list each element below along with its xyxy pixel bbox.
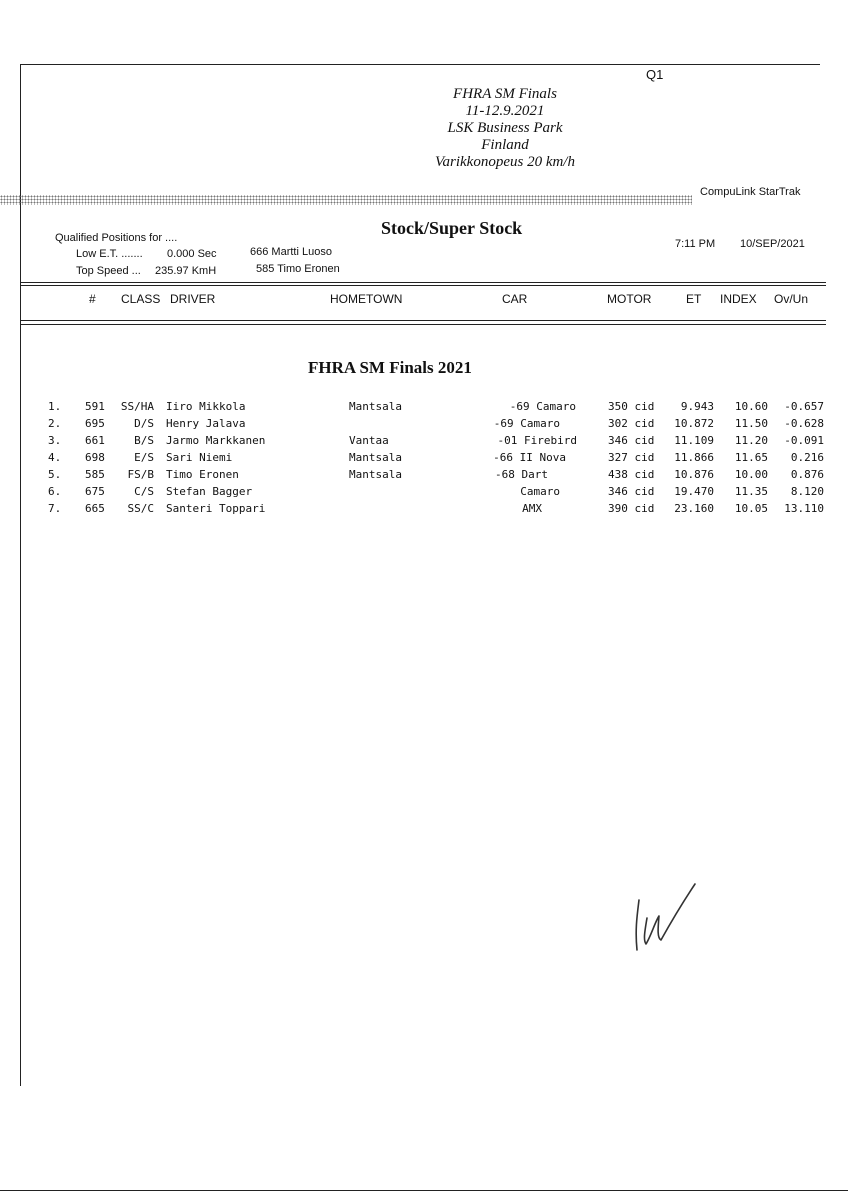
cell-motor: 346 cid bbox=[608, 434, 655, 447]
cell-hometown: Vantaa bbox=[349, 434, 389, 447]
class-title: Stock/Super Stock bbox=[381, 218, 523, 238]
cell-index: 10.60 bbox=[734, 400, 768, 413]
event-dates: 11-12.9.2021 bbox=[465, 103, 545, 119]
cell-driver: Henry Jalava bbox=[166, 417, 246, 430]
cell-num: 698 bbox=[85, 451, 105, 464]
cell-num: 675 bbox=[85, 485, 105, 498]
cell-motor: 302 cid bbox=[608, 417, 655, 430]
cell-car: -01 Firebird bbox=[497, 434, 577, 447]
left-border bbox=[20, 64, 21, 1086]
cell-car: -69 Camaro bbox=[493, 417, 560, 430]
cell-index: 11.35 bbox=[734, 485, 768, 498]
cell-driver: Iiro Mikkola bbox=[166, 400, 246, 413]
table-row bbox=[0, 485, 848, 502]
cell-et: 10.872 bbox=[674, 417, 714, 430]
cell-car: AMX bbox=[522, 502, 542, 515]
col-motor: MOTOR bbox=[607, 292, 652, 306]
cell-car: -66 II Nova bbox=[493, 451, 566, 464]
header-rule-bottom-2 bbox=[20, 324, 826, 325]
cell-car: Camaro bbox=[520, 485, 560, 498]
cell-driver: Santeri Toppari bbox=[166, 502, 266, 515]
signature-mark bbox=[625, 878, 705, 958]
qualified-label: Qualified Positions for .... bbox=[55, 232, 178, 244]
sheet-code: Q1 bbox=[646, 67, 664, 82]
table-row bbox=[0, 451, 848, 468]
cell-num: 695 bbox=[85, 417, 105, 430]
cell-driver: Jarmo Markkanen bbox=[166, 434, 266, 447]
low-et-label: Low E.T. ....... bbox=[76, 248, 143, 260]
col-class: CLASS bbox=[121, 292, 161, 306]
cell-index: 10.05 bbox=[734, 502, 768, 515]
col-index: INDEX bbox=[720, 292, 757, 306]
cell-et: 11.109 bbox=[674, 434, 714, 447]
cell-pos: 6. bbox=[48, 485, 62, 498]
col-et: ET bbox=[686, 292, 702, 306]
cell-motor: 438 cid bbox=[608, 468, 655, 481]
cell-ovun: -0.628 bbox=[784, 417, 824, 430]
header-rule-top-1 bbox=[20, 282, 826, 283]
low-et-holder: 666 Martti Luoso bbox=[250, 246, 332, 258]
cell-class: SS/HA bbox=[120, 400, 154, 413]
cell-driver: Timo Eronen bbox=[166, 468, 239, 481]
col-num: # bbox=[89, 292, 96, 306]
cell-class: FS/B bbox=[127, 468, 154, 481]
cell-num: 661 bbox=[85, 434, 105, 447]
top-border bbox=[20, 64, 820, 65]
col-car: CAR bbox=[502, 292, 528, 306]
bottom-border bbox=[0, 1190, 848, 1191]
cell-num: 665 bbox=[85, 502, 105, 515]
cell-et: 9.943 bbox=[680, 400, 714, 413]
cell-et: 11.866 bbox=[674, 451, 714, 464]
table-row bbox=[0, 400, 848, 417]
col-hometown: HOMETOWN bbox=[330, 292, 403, 306]
cell-motor: 346 cid bbox=[608, 485, 655, 498]
cell-hometown: Mantsala bbox=[349, 451, 402, 464]
cell-et: 10.876 bbox=[674, 468, 714, 481]
section-title: FHRA SM Finals 2021 bbox=[308, 358, 472, 377]
table-row bbox=[0, 468, 848, 485]
cell-pos: 7. bbox=[48, 502, 62, 515]
software-label: CompuLink StarTrak bbox=[700, 186, 801, 198]
top-speed-label: Top Speed ... bbox=[76, 265, 141, 277]
dotted-band bbox=[0, 195, 692, 205]
cell-index: 11.65 bbox=[734, 451, 768, 464]
top-speed-value: 235.97 KmH bbox=[155, 265, 217, 277]
cell-driver: Stefan Bagger bbox=[166, 485, 253, 498]
cell-et: 19.470 bbox=[674, 485, 714, 498]
cell-index: 11.20 bbox=[734, 434, 768, 447]
cell-num: 585 bbox=[85, 468, 105, 481]
event-pit-speed: Varikkonopeus 20 km/h bbox=[435, 154, 575, 170]
cell-ovun: -0.657 bbox=[784, 400, 824, 413]
cell-pos: 4. bbox=[48, 451, 62, 464]
cell-hometown: Mantsala bbox=[349, 468, 402, 481]
cell-class: SS/C bbox=[127, 502, 154, 515]
cell-pos: 5. bbox=[48, 468, 62, 481]
header-rule-top-2 bbox=[20, 285, 826, 286]
cell-class: B/S bbox=[134, 434, 154, 447]
cell-pos: 2. bbox=[48, 417, 62, 430]
cell-hometown: Mantsala bbox=[349, 400, 402, 413]
cell-car: -68 Dart bbox=[495, 468, 548, 481]
cell-car: -69 Camaro bbox=[509, 400, 576, 413]
cell-pos: 1. bbox=[48, 400, 62, 413]
cell-ovun: 13.110 bbox=[784, 502, 824, 515]
cell-class: D/S bbox=[134, 417, 154, 430]
header-rule-bottom-1 bbox=[20, 320, 826, 321]
event-name: FHRA SM Finals bbox=[453, 86, 557, 102]
report-date: 10/SEP/2021 bbox=[740, 238, 805, 250]
cell-motor: 327 cid bbox=[608, 451, 655, 464]
low-et-value: 0.000 Sec bbox=[167, 248, 217, 260]
cell-motor: 350 cid bbox=[608, 400, 655, 413]
cell-ovun: -0.091 bbox=[784, 434, 824, 447]
cell-pos: 3. bbox=[48, 434, 62, 447]
cell-et: 23.160 bbox=[674, 502, 714, 515]
table-row bbox=[0, 434, 848, 451]
cell-class: E/S bbox=[134, 451, 154, 464]
col-driver: DRIVER bbox=[170, 292, 216, 306]
top-speed-holder: 585 Timo Eronen bbox=[256, 263, 340, 275]
event-venue: LSK Business Park bbox=[447, 120, 563, 136]
cell-index: 10.00 bbox=[734, 468, 768, 481]
report-time: 7:11 PM bbox=[675, 238, 716, 250]
table-row bbox=[0, 502, 848, 519]
cell-ovun: 0.216 bbox=[790, 451, 824, 464]
cell-num: 591 bbox=[85, 400, 105, 413]
cell-ovun: 8.120 bbox=[790, 485, 824, 498]
cell-motor: 390 cid bbox=[608, 502, 655, 515]
cell-driver: Sari Niemi bbox=[166, 451, 233, 464]
event-country: Finland bbox=[481, 137, 529, 153]
col-ovun: Ov/Un bbox=[774, 292, 809, 306]
cell-ovun: 0.876 bbox=[790, 468, 824, 481]
table-row bbox=[0, 417, 848, 434]
cell-index: 11.50 bbox=[734, 417, 768, 430]
cell-class: C/S bbox=[134, 485, 154, 498]
